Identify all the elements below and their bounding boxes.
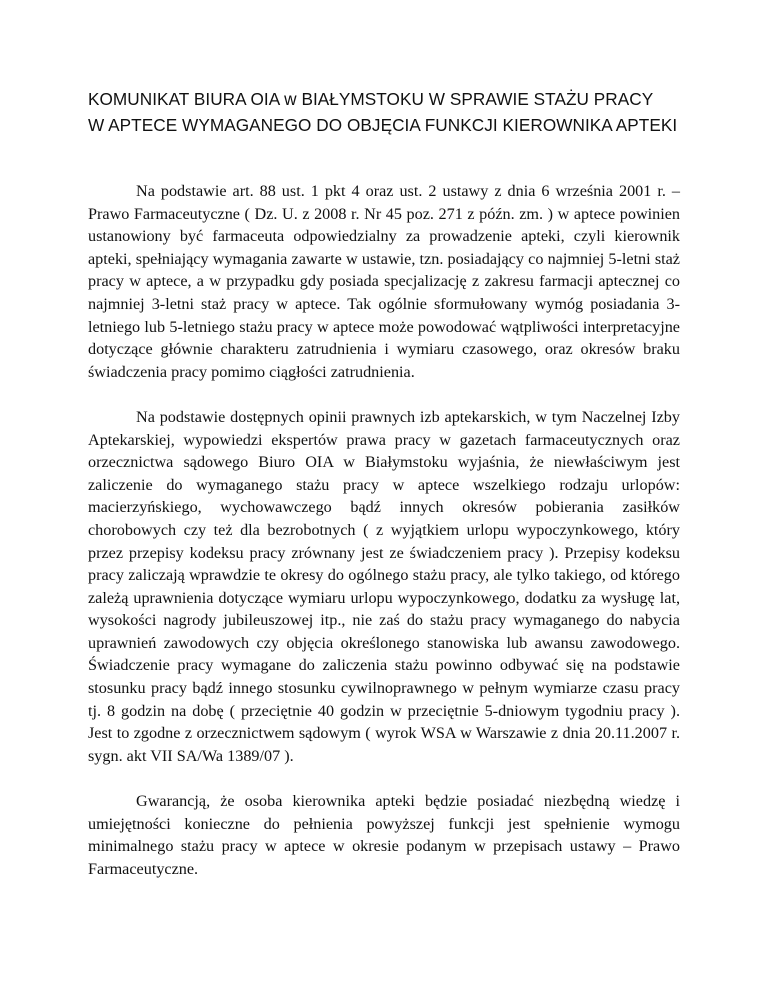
- title-line-2: W APTECE WYMAGANEGO DO OBJĘCIA FUNKCJI KIEROWNIKA APTEKI: [88, 115, 678, 135]
- document-body: [88, 180, 680, 880]
- title-line-1: KOMUNIKAT BIURA OIA w BIAŁYMSTOKU W SPRAWIE STAŻU PRACY: [88, 89, 654, 109]
- paragraph-legal-basis: Na podstawie art. 88 ust. 1 pkt 4 oraz ust. 2 ustawy z dnia 6 września 2001 r. – Prawo Farmaceutyczne ( Dz. U. z 2008 r. Nr 45 poz. 271 z późn. zm. ) w aptece powinien ustanowiony być farmaceuta odpowiedzialny za prowadzenie apteki, czyli kierownik apteki, spełniający wymagania zawarte w ustawie, tzn. posiadający co najmniej 5-letni staż pracy w aptece, a w przypadku gdy posiada specjalizację z zakresu farmacji aptecznej co najmniej 3-letni staż pracy w aptece. Tak ogólnie sformułowany wymóg posiadania 3-letniego lub 5-letniego stażu pracy w aptece może powodować wątpliwości interpretacyjne dotyczące głównie charakteru zatrudnienia i wymiaru czasowego, oraz okresów braku świadczenia pracy pomimo ciągłości zatrudnienia.: [88, 182, 680, 381]
- document-title: [88, 86, 708, 138]
- paragraph-explanation: Na podstawie dostępnych opinii prawnych izb aptekarskich, w tym Naczelnej Izby Aptekarskiej, wypowiedzi ekspertów prawa pracy w gazetach farmaceutycznych oraz orzecznictwa sądowego Biuro OIA w Białymstoku wyjaśnia, że niewłaściwym jest zaliczenie do wymaganego stażu pracy w aptece wszelkiego rodzaju urlopów: macierzyńskiego, wychowawczego bądź innych okresów pobierania zasiłków chorobowych czy też dla bezrobotnych ( z wyjątkiem urlopu wypoczynkowego, który przez przepisy kodeksu pracy zrównany jest ze świadczeniem pracy ). Przepisy kodeksu pracy zaliczają wprawdzie te okresy do ogólnego stażu pracy, ale tylko takiego, od którego zależą uprawnienia dotyczące wymiaru urlopu wypoczynkowego, dodatku za wysługę lat, wysokości nagrody jubileuszowej itp., nie zaś do stażu pracy wymaganego do nabycia uprawnień zawodowych czy objęcia określonego stanowiska lub awansu zawodowego. Świadczenie pracy wymagane do zaliczenia stażu powinno odbywać się na podstawie stosunku pracy bądź innego stosunku cywilnoprawnego w pełnym wymiarze czasu pracy tj. 8 godzin na dobę ( przeciętnie 40 godzin w przeciętnie 5-dniowym tygodniu pracy ). Jest to zgodne z orzecznictwem sądowym ( wyrok WSA w Warszawie z dnia 20.11.2007 r. sygn. akt VII SA/Wa 1389/07 ).: [88, 407, 680, 765]
- paragraph-conclusion: Gwarancją, że osoba kierownika apteki będzie posiadać niezbędną wiedzę i umiejętności konieczne do pełnienia powyższej funkcji jest spełnienie wymogu minimalnego stażu pracy w aptece w okresie podanym w przepisach ustawy – Prawo Farmaceutyczne.: [88, 792, 680, 878]
